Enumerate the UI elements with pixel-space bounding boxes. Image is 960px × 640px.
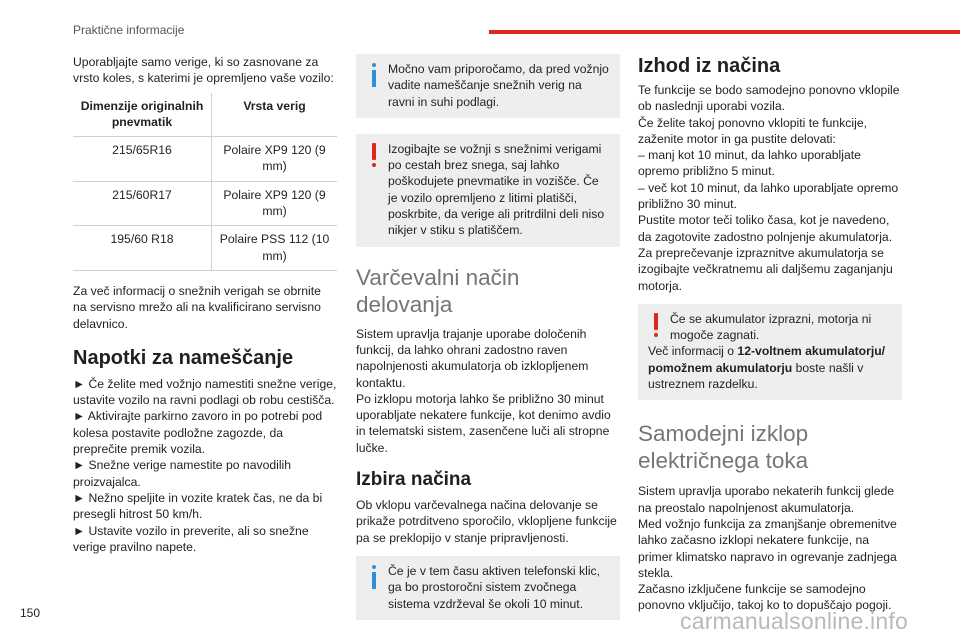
text-line: – več kot 10 minut, da lahko uporabljate opremo približno 30 minut.: [638, 180, 899, 212]
text-line: Te funkcije se bodo samodejno ponovno vklopile ob naslednji uporabi vozila.: [638, 83, 900, 114]
note-link-text: 12-voltnem akumulatorju/ pomožnem akumulatorju: [648, 344, 886, 375]
page-header: [0, 0, 960, 40]
installation-steps: [73, 376, 337, 555]
table-header-cell: Dimenzije originalnih pnevmatik: [73, 93, 212, 137]
exit-text: [638, 82, 902, 294]
header-accent-bar: [489, 30, 960, 34]
note-text: Če je v tem času aktiven telefonski klic, ga bo prostoročni sistem zvočnega sistema vzdrževal še okoli 10 minut.: [388, 563, 601, 611]
text-line: Sistem upravlja uporabo nekaterih funkcij glede na preostalo napolnjenost akumulatorja.: [638, 484, 895, 515]
heading-line: delovanja: [356, 291, 453, 317]
section-heading-exit: Izhod iz načina: [638, 55, 781, 77]
warning-icon: [367, 143, 381, 171]
column-2: [356, 54, 620, 620]
text-line: Če želite takoj ponovno vklopiti te funkcije, zaženite motor in ga pustite delovati:: [638, 115, 867, 146]
heading-line: Varčevalni način: [356, 264, 520, 290]
chains-more-info: Za več informacij o snežnih verigah se obrnite na servisno mrežo ali na kvalificirano servisno delavnico.: [73, 283, 321, 331]
text-line: Med vožnjo funkcija za zmanjšanje obremenitve lahko začasno izklopi nekatere funkcije, na primer klimatsko napravo in ogrevanje zadnjega stekla.: [638, 516, 897, 580]
table-cell: 215/60R17: [73, 181, 212, 226]
header-title: Praktične informacije: [73, 23, 185, 37]
selection-para: Ob vklopu varčevalnega načina delovanje se prikaže potrditveno sporočilo, vklopljene funkcije pa se preklopijo v stanje pripravljenosti.: [356, 498, 617, 545]
section-heading-economy: [356, 264, 620, 318]
table-header-row: [73, 93, 337, 137]
note-text: Če se akumulator izprazni, motorja ni mogoče zagnati.: [670, 311, 872, 343]
tire-chain-table: [73, 93, 337, 271]
list-item: ► Če želite med vožnjo namestiti snežne verige, ustavite vozilo na ravni podlagi ob robu cestišča.: [73, 376, 337, 408]
warning-note-battery: [638, 304, 902, 400]
info-note-practice: [356, 54, 620, 118]
note-text: Močno vam priporočamo, da pred vožnjo vadite nameščanje snežnih verig na ravni in suhi podlagi.: [388, 62, 609, 109]
text-line: Pustite motor teči toliko časa, kot je navedeno, da zagotovite zadostno polnjenje akumulatorja.: [638, 213, 893, 244]
table-header-cell: Vrsta verig: [243, 98, 306, 113]
economy-para-1: Sistem upravlja trajanje uporabe določenih funkcij, da lahko ohrani zadostno raven napolnjenosti akumulatorja ob izklopljenem kontaktu.: [356, 326, 589, 390]
table-cell: Polaire XP9 120 (9 mm): [212, 181, 338, 226]
table-cell: Polaire XP9 120 (9 mm): [212, 137, 338, 182]
auto-off-text: [638, 483, 902, 613]
heading-line: Samodejni izklop: [638, 421, 809, 447]
section-heading-selection: Izbira načina: [356, 469, 472, 491]
note-text-more: [648, 343, 892, 392]
info-icon: [367, 565, 381, 593]
text-line: Za preprečevanje izpraznitve akumulatorja se izogibajte večkratnemu ali daljšemu zaganjanju motorja.: [638, 245, 893, 293]
list-item: ► Nežno speljite in vozite kratek čas, ne da bi presegli hitrost 50 km/h.: [73, 490, 323, 522]
list-item: ► Aktivirajte parkirno zavoro in po potrebi pod kolesa postavite podložne zagozde, da preprečite premik vozila.: [73, 409, 323, 457]
text-line: Začasno izključene funkcije se samodejno ponovno vključijo, takoj ko to dopuščajo pogoji.: [638, 582, 892, 613]
heading-line: električnega toka: [638, 448, 809, 474]
table-cell: 215/65R16: [73, 137, 212, 182]
info-note-call: [356, 556, 620, 620]
list-item: ► Ustavite vozilo in preverite, ali so snežne verige pravilno napete.: [73, 523, 309, 554]
table-row: [73, 137, 337, 182]
table-row: [73, 181, 337, 226]
column-3: [638, 54, 902, 614]
table-row: [73, 226, 337, 271]
note-text: Izogibajte se vožnji s snežnimi verigami po cestah brez snega, saj lahko poškodujete pnevmatike in vozišče. Če je vozilo opremljeno z litimi platišči, poskrbite, da verige ali pritrdilni deli niso nikjer v stiku s platiščem.: [388, 141, 605, 238]
section-heading-auto-off: [638, 420, 902, 474]
economy-para-2: Po izklopu motorja lahko še približno 30 minut uporabljate nekatere funkcije, kot denimo avdio in telematski sistem, zasenčene luči ali stropne lučke.: [356, 391, 611, 455]
warning-note-chains: [356, 134, 620, 247]
watermark-text: carmanualsonline.info: [680, 608, 908, 634]
note-text-post: boste našli v ustreznem razdelku.: [648, 360, 864, 392]
list-item: ► Snežne verige namestite po navodilih proizvajalca.: [73, 458, 292, 489]
chains-intro: Uporabljajte samo verige, ki so zasnovane za vrsto koles, s katerimi je opremljeno vaše vozilo:: [73, 55, 334, 86]
section-heading-installation: Napotki za nameščanje: [73, 346, 294, 369]
note-text-pre: Več informacij o: [648, 344, 738, 359]
column-1: [73, 54, 337, 555]
table-cell: Polaire PSS 112 (10 mm): [212, 226, 338, 271]
text-line: – manj kot 10 minut, da lahko uporabljate opremo približno 5 minut.: [638, 148, 861, 179]
table-cell: 195/60 R18: [73, 226, 212, 271]
page-number: 150: [20, 606, 41, 620]
info-icon: [367, 63, 381, 91]
warning-icon: [649, 313, 663, 341]
